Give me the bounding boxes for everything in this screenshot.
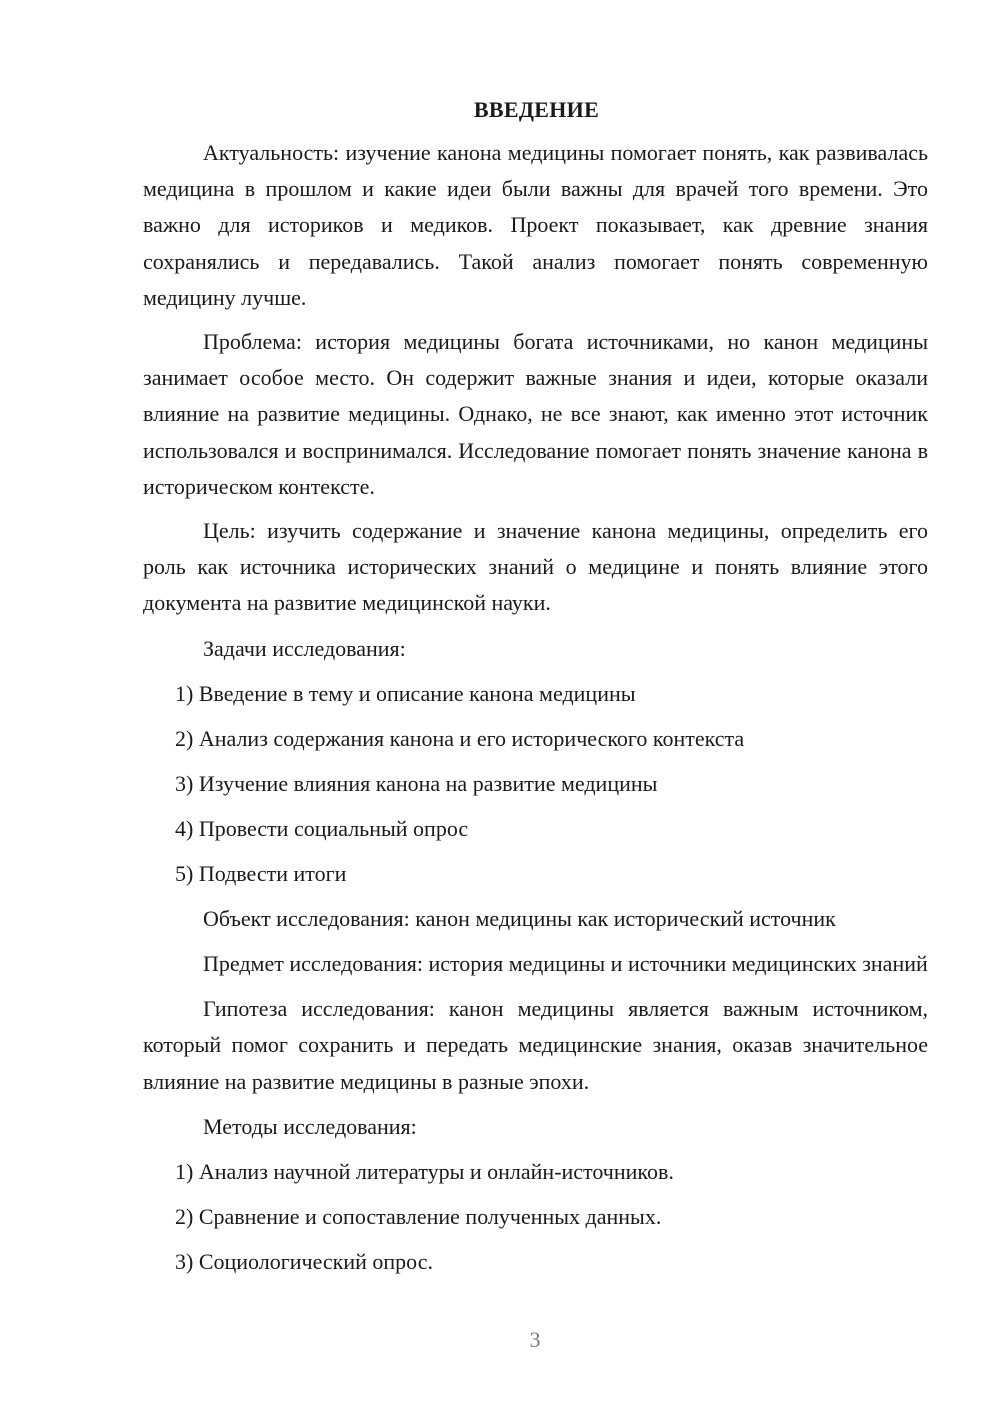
problem-paragraph: Проблема: история медицины богата источниками, но канон медицины занимает особое место. Он содержит важные знания и идеи, которые оказали влияние на развитие медицины. Однако, не все знают, как именно этот источник использовался и воспринимался. Исследование помогает понять значение канона в историческом контексте. (143, 329, 928, 499)
relevance-paragraph: Актуальность: изучение канона медицины помогает понять, как развивалась медицина в прошлом и какие идеи были важны для врачей того времени. Это важно для историков и медиков. Проект показывает, как древние знания сохранялись и передавались. Такой анализ помогает понять современную медицину лучше. (143, 140, 928, 310)
list-item: 5) Подвести итоги (175, 860, 347, 886)
tasks-list (143, 676, 928, 892)
hypothesis-paragraph: Гипотеза исследования: канон медицины является важным источником, который помог сохранить и передать медицинские знания, оказав значительное влияние на развитие медицины в разные эпохи. (143, 996, 928, 1094)
list-item: 2) Анализ содержания канона и его исторического контекста (175, 725, 745, 751)
methods-list (143, 1154, 928, 1280)
methods-heading: Методы исследования: (203, 1113, 417, 1139)
list-item: 3) Социологический опрос. (175, 1249, 433, 1275)
subject-paragraph: Предмет исследования: история медицины и источники медицинских знаний (203, 951, 928, 977)
list-item: 1) Анализ научной литературы и онлайн-источников. (175, 1159, 674, 1185)
document-page (143, 92, 928, 1392)
list-item: 2) Сравнение и сопоставление полученных данных. (175, 1204, 662, 1230)
page-title: ВВЕДЕНИЕ (473, 97, 600, 122)
goal-paragraph: Цель: изучить содержание и значение канона медицины, определить его роль как источника исторических знаний о медицине и понять влияние этого документа на развитие медицинской науки. (143, 518, 928, 616)
page-number: 3 (529, 1327, 541, 1352)
list-item: 3) Изучение влияния канона на развитие медицины (175, 770, 658, 796)
tasks-heading: Задачи исследования: (203, 635, 406, 661)
object-paragraph: Объект исследования: канон медицины как исторический источник (203, 905, 836, 931)
list-item: 1) Введение в тему и описание канона медицины (175, 680, 636, 706)
list-item: 4) Провести социальный опрос (175, 815, 469, 841)
